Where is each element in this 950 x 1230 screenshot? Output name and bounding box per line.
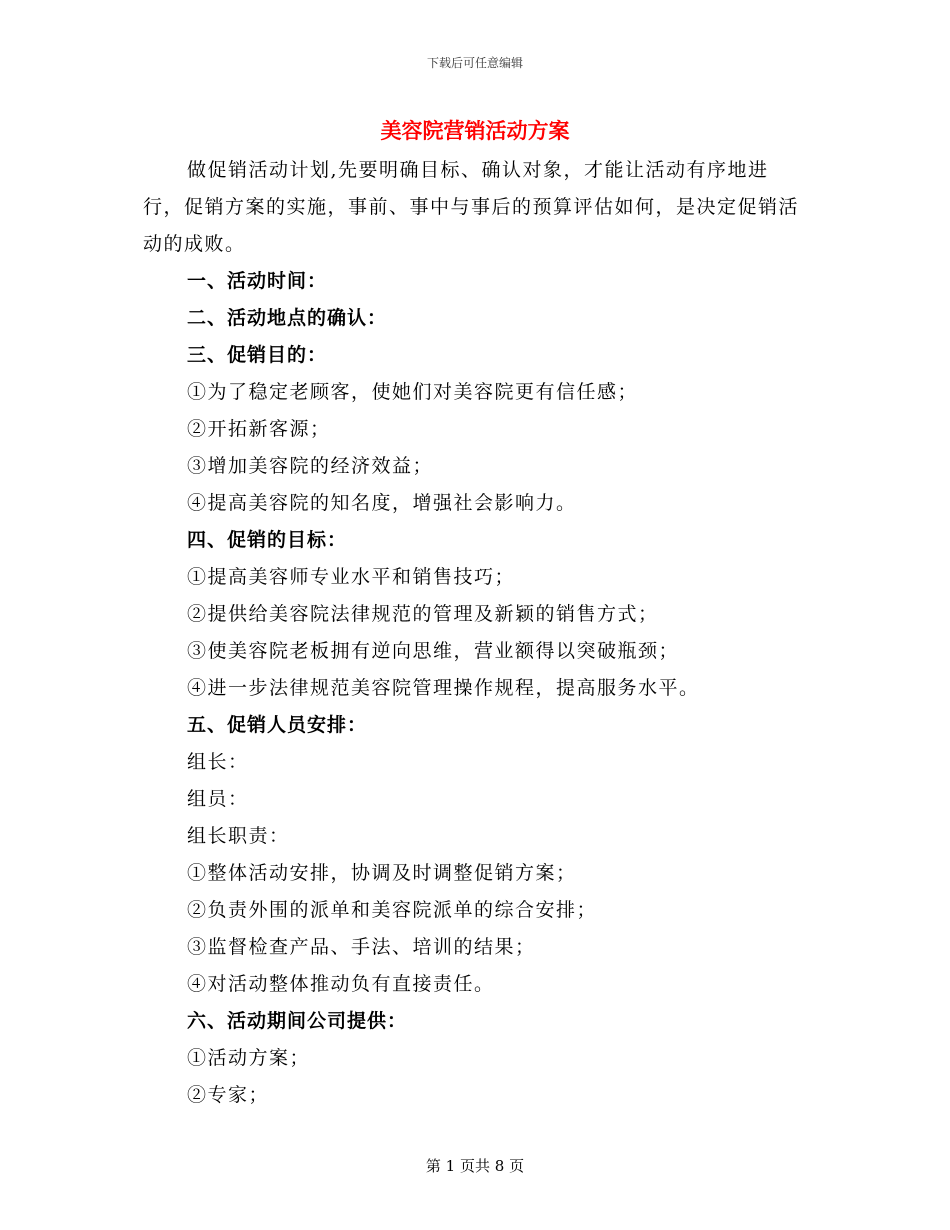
section-heading: 一、活动时间：: [187, 270, 328, 292]
list-item: ①活动方案；: [187, 1047, 311, 1069]
intro-paragraph: 做促销活动计划,先要明确目标、确认对象，才能让活动有序地进行，促销方案的实施，事前、事中与事后的预算评估如何，是决定促销活动的成败。: [143, 159, 800, 255]
document-body: [187, 263, 827, 1114]
section-heading: 六、活动期间公司提供：: [187, 1010, 408, 1032]
list-item: ②提供给美容院法律规范的管理及新颖的销售方式；: [187, 603, 659, 625]
list-item: ③增加美容院的经济效益；: [187, 455, 434, 477]
list-item: ④进一步法律规范美容院管理操作规程，提高服务水平。: [187, 677, 700, 699]
list-item: ②负责外围的派单和美容院派单的综合安排；: [187, 899, 598, 921]
section-heading: 四、促销的目标：: [187, 529, 348, 551]
page-footer-number: 第 1 页共 8 页: [425, 1157, 525, 1175]
section-heading: 三、促销目的：: [187, 344, 328, 366]
list-item: ④对活动整体推动负有直接责任。: [187, 973, 495, 995]
page-header-note: 下载后可任意编辑: [426, 56, 523, 70]
list-item: ②开拓新客源；: [187, 418, 331, 440]
list-item: ③使美容院老板拥有逆向思维，营业额得以突破瓶颈；: [187, 640, 680, 662]
list-item: 组长职责：: [187, 825, 290, 847]
section-heading: 二、活动地点的确认：: [187, 307, 388, 329]
list-item: ④提高美容院的知名度，增强社会影响力。: [187, 492, 577, 514]
list-item: ③监督检查产品、手法、培训的结果；: [187, 936, 536, 958]
list-item: ①提高美容师专业水平和销售技巧；: [187, 566, 516, 588]
list-item: ②专家；: [187, 1084, 270, 1106]
list-item: 组员：: [187, 788, 249, 810]
document-title: 美容院营销活动方案: [380, 118, 570, 143]
list-item: 组长：: [187, 751, 249, 773]
list-item: ①整体活动安排，协调及时调整促销方案；: [187, 862, 577, 884]
list-item: ①为了稳定老顾客，使她们对美容院更有信任感；: [187, 381, 639, 403]
section-heading: 五、促销人员安排：: [187, 714, 368, 736]
